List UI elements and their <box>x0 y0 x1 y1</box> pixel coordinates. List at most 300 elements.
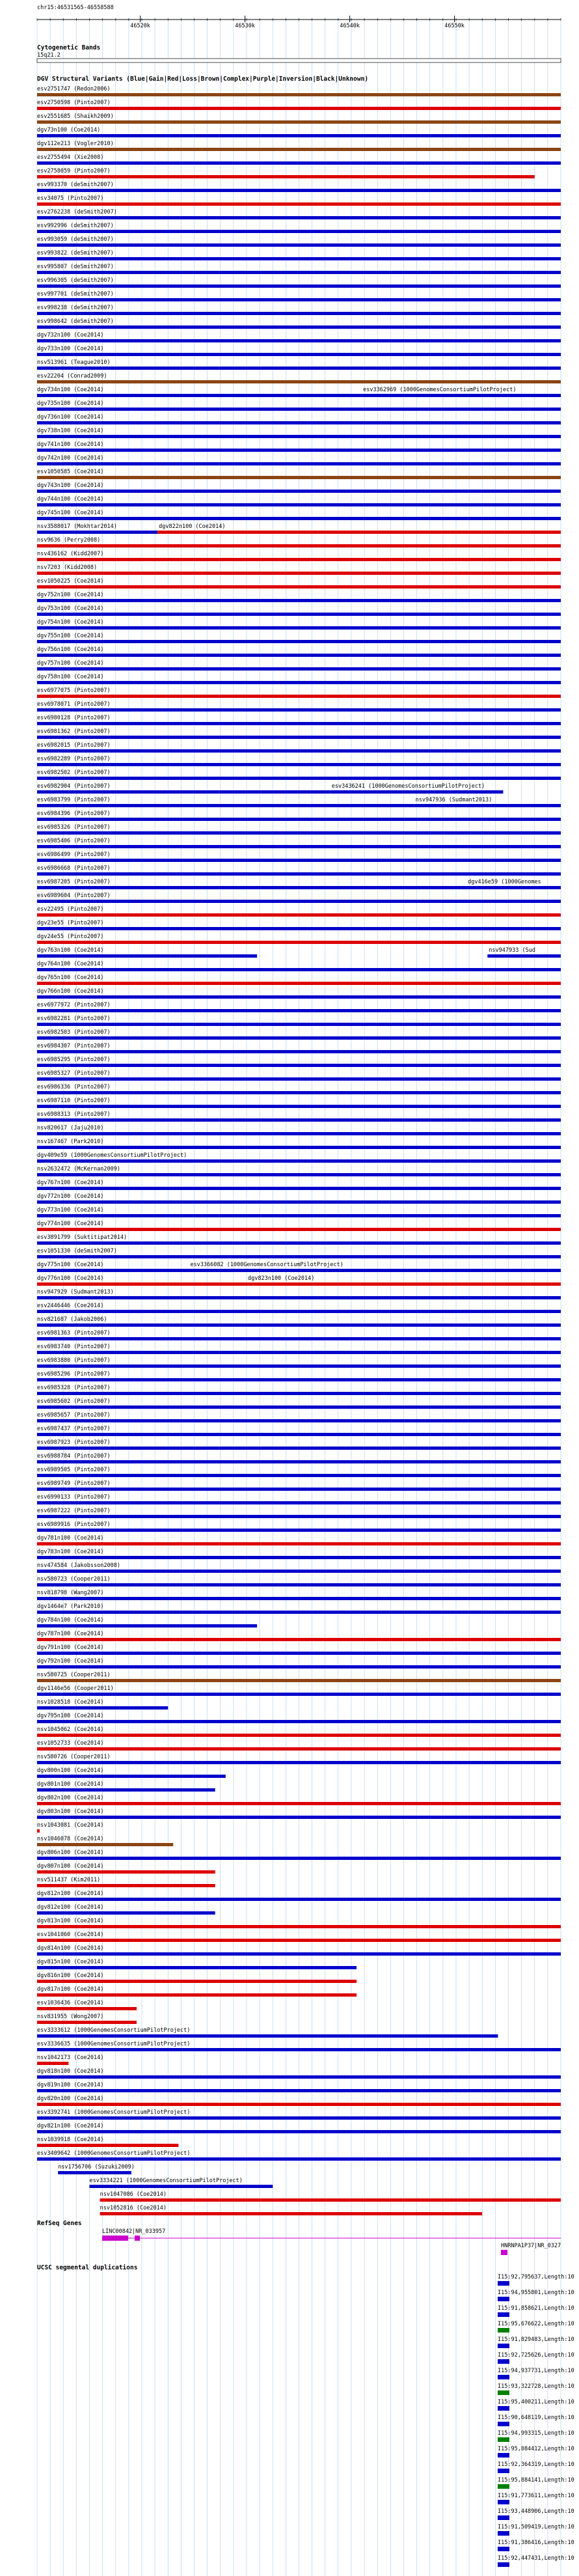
dgv-variant-label[interactable]: dgv819n100 (Coe2014) <box>37 2082 104 2088</box>
dgv-variant-label[interactable]: esv992996 (deSmith2007) <box>37 223 114 229</box>
dgv-variant-bar[interactable] <box>37 1009 561 1012</box>
dgv-variant-label-extra[interactable]: dgv823n100 (Coe2014) <box>248 1275 315 1282</box>
dgv-variant-bar[interactable] <box>37 722 561 725</box>
dgv-variant-bar[interactable] <box>37 2007 137 2010</box>
dgv-variant-label[interactable]: nsv1756706 (Suzuki2009) <box>58 2164 135 2170</box>
dgv-variant-bar[interactable] <box>37 1857 561 1860</box>
dgv-variant-label[interactable]: esv6986499 (Pinto2007) <box>37 852 111 858</box>
dgv-variant-bar[interactable] <box>37 1952 561 1956</box>
dgv-variant-bar[interactable] <box>37 1980 357 1983</box>
dgv-variant-bar[interactable] <box>37 927 561 930</box>
segdup-bar[interactable] <box>498 2562 509 2567</box>
dgv-variant-label[interactable]: dgv764n100 (Coe2014) <box>37 961 104 967</box>
dgv-variant-label[interactable]: dgv741n100 (Coe2014) <box>37 441 104 448</box>
dgv-variant-label[interactable]: esv6985326 (Pinto2007) <box>37 824 111 831</box>
dgv-variant-bar[interactable] <box>37 1556 561 1559</box>
dgv-variant-bar-extra[interactable] <box>487 954 561 958</box>
dgv-variant-label[interactable]: dgv1464e7 (Park2010) <box>37 1603 104 1610</box>
dgv-variant-label[interactable]: dgv73n100 (Coe2014) <box>37 127 101 133</box>
dgv-variant-bar[interactable] <box>37 1665 561 1669</box>
dgv-variant-label[interactable]: nsv9636 (Perry2008) <box>37 537 101 544</box>
dgv-variant-bar[interactable] <box>37 968 561 971</box>
dgv-variant-label[interactable]: esv2446446 (Coe2014) <box>37 1303 104 1309</box>
dgv-variant-label[interactable]: dgv742n100 (Coe2014) <box>37 455 104 462</box>
dgv-variant-label[interactable]: nsv818798 (Wang2007) <box>37 1590 104 1596</box>
dgv-variant-bar[interactable] <box>37 1269 189 1272</box>
dgv-variant-label[interactable]: nsv1028518 (Coe2014) <box>37 1699 104 1706</box>
dgv-variant-bar[interactable] <box>37 558 561 561</box>
segdup-bar[interactable] <box>498 2390 509 2395</box>
dgv-variant-label[interactable]: dgv1146e56 (Cooper2011) <box>37 1685 114 1692</box>
dgv-variant-bar[interactable] <box>37 517 561 520</box>
dgv-variant-bar[interactable] <box>37 900 561 903</box>
segdup-bar[interactable] <box>498 2359 509 2364</box>
dgv-variant-bar[interactable] <box>37 1036 561 1040</box>
dgv-variant-label[interactable]: nsv1039918 (Coe2014) <box>37 2137 104 2143</box>
dgv-variant-label[interactable]: dgv773n100 (Coe2014) <box>37 1207 104 1213</box>
dgv-variant-label[interactable]: dgv784n100 (Coe2014) <box>37 1617 104 1624</box>
dgv-variant-bar[interactable] <box>37 1597 561 1600</box>
dgv-variant-label[interactable]: esv993370 (deSmith2007) <box>37 182 114 188</box>
segdup-label[interactable]: I15:91,829483,Length:10 <box>498 2336 574 2343</box>
dgv-variant-label[interactable]: nsv3588017 (Mokhtar2014) <box>37 523 117 530</box>
dgv-variant-label[interactable]: esv6987437 (Pinto2007) <box>37 1426 111 1432</box>
dgv-variant-bar[interactable] <box>37 2130 561 2133</box>
dgv-variant-label-extra[interactable]: nsv947936 (Sudmant2013) <box>415 797 492 803</box>
segdup-bar[interactable] <box>498 2500 509 2504</box>
dgv-variant-bar[interactable] <box>37 1406 561 1409</box>
dgv-variant-label[interactable]: esv6985602 (Pinto2007) <box>37 1398 111 1405</box>
dgv-variant-bar[interactable] <box>100 2212 483 2215</box>
dgv-variant-label[interactable]: esv6985295 (Pinto2007) <box>37 1057 111 1063</box>
dgv-variant-bar[interactable] <box>37 640 561 643</box>
dgv-variant-bar[interactable] <box>37 1898 561 1901</box>
dgv-variant-label[interactable]: esv6984307 (Pinto2007) <box>37 1043 111 1049</box>
dgv-variant-label[interactable]: nsv820617 (Jaju2010) <box>37 1125 104 1131</box>
dgv-variant-label[interactable]: esv998642 (deSmith2007) <box>37 318 114 325</box>
dgv-variant-bar[interactable] <box>37 1747 561 1751</box>
dgv-variant-bar[interactable] <box>37 2075 561 2079</box>
dgv-variant-bar[interactable] <box>37 120 561 124</box>
segdup-label[interactable]: I15:95,676622,Length:10 <box>498 2321 574 2327</box>
dgv-variant-bar[interactable] <box>37 134 561 137</box>
dgv-variant-label[interactable]: dgv409e59 (1000GenomesConsortiumPilotProject) <box>37 1152 187 1159</box>
dgv-variant-bar[interactable] <box>37 175 535 178</box>
dgv-variant-label[interactable]: dgv733n100 (Coe2014) <box>37 346 104 352</box>
refseq-gene-label[interactable]: LINC00842|NR_033957 <box>102 2228 166 2235</box>
dgv-variant-label[interactable]: nsv947929 (Sudmant2013) <box>37 1289 114 1295</box>
dgv-variant-label[interactable]: dgv743n100 (Coe2014) <box>37 482 104 489</box>
dgv-variant-label[interactable]: esv1052733 (Coe2014) <box>37 1740 104 1747</box>
dgv-variant-bar[interactable] <box>37 845 561 848</box>
dgv-variant-label[interactable]: dgv812e100 (Coe2014) <box>37 1904 104 1911</box>
dgv-variant-bar[interactable] <box>37 325 561 329</box>
dgv-variant-label[interactable]: esv6987205 (Pinto2007) <box>37 879 111 885</box>
dgv-variant-bar[interactable] <box>37 1884 215 1887</box>
dgv-variant-bar-extra[interactable] <box>414 804 561 807</box>
dgv-variant-bar[interactable] <box>37 1187 561 1190</box>
dgv-variant-bar[interactable] <box>37 1378 561 1381</box>
dgv-variant-label[interactable]: dgv774n100 (Coe2014) <box>37 1221 104 1227</box>
dgv-variant-label[interactable]: esv998238 (deSmith2007) <box>37 305 114 311</box>
dgv-variant-label[interactable]: esv6982015 (Pinto2007) <box>37 742 111 749</box>
segdup-label[interactable]: I15:92,364319,Length:10 <box>498 2461 574 2468</box>
dgv-variant-label[interactable]: dgv791n100 (Coe2014) <box>37 1644 104 1651</box>
segdup-label[interactable]: I15:92,725626,Length:10 <box>498 2352 574 2359</box>
dgv-variant-label[interactable]: nsv1043081 (Coe2014) <box>37 1822 104 1829</box>
segdup-label[interactable]: I15:92,795637,Length:10 <box>498 2274 574 2280</box>
dgv-variant-label[interactable]: dgv820n100 (Coe2014) <box>37 2096 104 2102</box>
dgv-variant-label[interactable]: esv22204 (Conrad2009) <box>37 373 107 380</box>
dgv-variant-bar[interactable] <box>37 2021 137 2024</box>
dgv-variant-bar[interactable] <box>37 367 561 370</box>
segdup-label[interactable]: I15:93,448906,Length:10 <box>498 2508 574 2515</box>
dgv-variant-bar[interactable] <box>37 380 561 383</box>
dgv-variant-label[interactable]: dgv795n100 (Coe2014) <box>37 1713 104 1719</box>
dgv-variant-bar[interactable] <box>37 1734 561 1737</box>
dgv-variant-label[interactable]: esv6982502 (Pinto2007) <box>37 769 111 776</box>
dgv-variant-label[interactable]: esv6977075 (Pinto2007) <box>37 687 111 694</box>
dgv-variant-bar[interactable] <box>37 1788 215 1792</box>
dgv-variant-bar[interactable] <box>37 1064 561 1067</box>
dgv-variant-bar[interactable] <box>37 1241 561 1245</box>
dgv-variant-label[interactable]: esv6989604 (Pinto2007) <box>37 893 111 899</box>
dgv-variant-bar[interactable] <box>37 1351 561 1354</box>
refseq-gene-exon[interactable] <box>102 2236 128 2241</box>
dgv-variant-bar[interactable] <box>37 1870 215 1874</box>
dgv-variant-label[interactable]: dgv744n100 (Coe2014) <box>37 496 104 503</box>
dgv-variant-label[interactable]: dgv781n100 (Coe2014) <box>37 1535 104 1542</box>
segdup-bar[interactable] <box>498 2422 509 2426</box>
dgv-variant-label[interactable]: esv6985406 (Pinto2007) <box>37 838 111 844</box>
dgv-variant-label[interactable]: esv6982503 (Pinto2007) <box>37 1029 111 1036</box>
dgv-variant-label[interactable]: nsv513961 (Teague2010) <box>37 359 111 366</box>
dgv-variant-label-extra[interactable]: dgv416e59 (1000Genomes <box>468 879 541 885</box>
dgv-variant-bar[interactable] <box>37 2144 178 2147</box>
dgv-variant-bar[interactable] <box>37 1911 215 1915</box>
dgv-variant-bar[interactable] <box>37 148 561 151</box>
dgv-variant-label[interactable]: nsv831955 (Wong2007) <box>37 2014 104 2020</box>
dgv-variant-label[interactable]: dgv813n100 (Coe2014) <box>37 1918 104 1924</box>
dgv-variant-label[interactable]: dgv792n100 (Coe2014) <box>37 1658 104 1665</box>
dgv-variant-label[interactable]: esv6987110 (Pinto2007) <box>37 1098 111 1104</box>
dgv-variant-bar[interactable] <box>37 1255 561 1258</box>
dgv-variant-bar[interactable] <box>37 1993 357 1997</box>
segdup-label[interactable]: I15:91,386416,Length:10 <box>498 2540 574 2546</box>
segdup-bar[interactable] <box>498 2547 509 2551</box>
dgv-variant-label[interactable]: esv3336635 (1000GenomesConsortiumPilotProject) <box>37 2041 191 2047</box>
dgv-variant-label[interactable]: esv995807 (deSmith2007) <box>37 264 114 270</box>
dgv-variant-label[interactable]: esv1041060 (Coe2014) <box>37 1932 104 1938</box>
dgv-variant-bar[interactable] <box>37 1091 561 1094</box>
dgv-variant-label[interactable]: esv6987222 (Pinto2007) <box>37 1508 111 1514</box>
dgv-variant-bar-extra[interactable] <box>189 1269 561 1272</box>
dgv-variant-bar[interactable] <box>37 1460 561 1463</box>
dgv-variant-bar[interactable] <box>37 2157 561 2161</box>
dgv-variant-bar-extra[interactable] <box>247 1282 561 1286</box>
dgv-variant-label[interactable]: esv6984396 (Pinto2007) <box>37 810 111 817</box>
dgv-variant-bar[interactable] <box>37 1583 561 1586</box>
dgv-variant-bar[interactable] <box>37 230 561 233</box>
dgv-variant-bar[interactable] <box>37 1829 40 1833</box>
dgv-variant-label[interactable]: esv6989505 (Pinto2007) <box>37 1467 111 1473</box>
dgv-variant-bar[interactable] <box>37 667 561 671</box>
dgv-variant-label[interactable]: dgv755n100 (Coe2014) <box>37 633 104 639</box>
dgv-variant-bar[interactable] <box>37 1611 561 1614</box>
dgv-variant-label[interactable]: nsv1052816 (Coe2014) <box>100 2205 167 2211</box>
dgv-variant-label[interactable]: esv6987923 (Pinto2007) <box>37 1439 111 1446</box>
dgv-variant-label[interactable]: esv2551685 (Shaikh2009) <box>37 113 114 120</box>
dgv-variant-bar[interactable] <box>37 1419 561 1422</box>
dgv-variant-label-extra[interactable]: esv3362969 (1000GenomesConsortiumPilotProject) <box>363 387 517 393</box>
dgv-variant-bar[interactable] <box>37 572 561 575</box>
dgv-variant-label[interactable]: esv2755494 (Xie2008) <box>37 154 104 161</box>
dgv-variant-label[interactable]: esv2762238 (deSmith2007) <box>37 209 117 215</box>
dgv-variant-label[interactable]: dgv803n100 (Coe2014) <box>37 1808 104 1815</box>
segdup-label[interactable]: I15:94,937731,Length:10 <box>498 2368 574 2374</box>
dgv-variant-label[interactable]: nsv474584 (Jakobsson2008) <box>37 1562 120 1569</box>
dgv-variant-bar[interactable] <box>37 189 561 192</box>
dgv-variant-label[interactable]: dgv807n100 (Coe2014) <box>37 1863 104 1870</box>
dgv-variant-bar[interactable] <box>37 886 466 889</box>
dgv-variant-label[interactable]: dgv772n100 (Coe2014) <box>37 1193 104 1200</box>
dgv-variant-bar[interactable] <box>37 1501 561 1504</box>
dgv-variant-bar[interactable] <box>37 353 561 356</box>
dgv-variant-bar[interactable] <box>37 544 561 547</box>
dgv-variant-bar[interactable] <box>37 107 561 110</box>
dgv-variant-label[interactable]: esv6983740 (Pinto2007) <box>37 1344 111 1350</box>
dgv-variant-label-extra[interactable]: esv3436241 (1000GenomesConsortiumPilotProject) <box>331 783 485 790</box>
dgv-variant-bar[interactable] <box>37 1337 561 1340</box>
dgv-variant-label[interactable]: dgv754n100 (Coe2014) <box>37 619 104 626</box>
dgv-variant-label[interactable]: esv6982904 (Pinto2007) <box>37 783 111 790</box>
dgv-variant-label[interactable]: dgv776n100 (Coe2014) <box>37 1275 104 1282</box>
segdup-label[interactable]: I15:95,884141,Length:10 <box>498 2477 574 2484</box>
dgv-variant-label[interactable]: esv6986336 (Pinto2007) <box>37 1084 111 1090</box>
dgv-variant-label[interactable]: esv996305 (deSmith2007) <box>37 277 114 284</box>
dgv-variant-label[interactable]: dgv753n100 (Coe2014) <box>37 605 104 612</box>
dgv-variant-bar[interactable] <box>37 982 561 985</box>
dgv-variant-bar[interactable] <box>37 394 362 397</box>
dgv-variant-bar[interactable] <box>37 1925 561 1928</box>
segdup-bar[interactable] <box>498 2406 509 2411</box>
dgv-variant-bar[interactable] <box>37 1775 226 1778</box>
dgv-variant-label[interactable]: esv6983880 (Pinto2007) <box>37 1357 111 1364</box>
dgv-variant-bar[interactable] <box>37 243 561 247</box>
segdup-label[interactable]: I15:93,322728,Length:10 <box>498 2383 574 2390</box>
dgv-variant-bar[interactable] <box>37 1323 561 1327</box>
dgv-variant-label[interactable]: esv2750598 (Pinto2007) <box>37 100 111 106</box>
dgv-variant-bar[interactable] <box>37 1159 561 1163</box>
dgv-variant-label[interactable]: esv3333612 (1000GenomesConsortiumPilotProject) <box>37 2027 191 2034</box>
dgv-variant-label[interactable]: nsv580723 (Cooper2011) <box>37 1576 111 1583</box>
dgv-variant-label[interactable]: dgv787n100 (Coe2014) <box>37 1631 104 1637</box>
dgv-variant-label[interactable]: esv6983799 (Pinto2007) <box>37 797 111 803</box>
dgv-variant-bar[interactable] <box>37 1364 561 1368</box>
dgv-variant-label[interactable]: dgv802n100 (Coe2014) <box>37 1795 104 1801</box>
segdup-bar[interactable] <box>498 2375 509 2379</box>
dgv-variant-bar[interactable] <box>37 1050 561 1053</box>
dgv-variant-bar[interactable] <box>37 995 561 999</box>
segdup-label[interactable]: I15:91,858621,Length:10 <box>498 2305 574 2312</box>
dgv-variant-label[interactable]: esv3334221 (1000GenomesConsortiumPilotProject) <box>89 2178 243 2184</box>
segdup-label[interactable]: I15:90,648119,Length:10 <box>498 2415 574 2421</box>
dgv-variant-bar[interactable] <box>37 1638 561 1641</box>
dgv-variant-label[interactable]: dgv765n100 (Coe2014) <box>37 975 104 981</box>
dgv-variant-bar[interactable] <box>37 777 561 780</box>
dgv-variant-bar[interactable] <box>37 257 561 260</box>
dgv-variant-bar[interactable] <box>37 599 561 602</box>
dgv-variant-label[interactable]: dgv758n100 (Coe2014) <box>37 674 104 680</box>
segdup-bar[interactable] <box>498 2281 509 2286</box>
segdup-bar[interactable] <box>498 2515 509 2520</box>
dgv-variant-label[interactable]: nsv580725 (Cooper2011) <box>37 1672 111 1678</box>
dgv-variant-label[interactable]: dgv112e213 (Vogler2010) <box>37 141 114 147</box>
dgv-variant-label[interactable]: dgv812n100 (Coe2014) <box>37 1890 104 1897</box>
dgv-variant-label[interactable]: nsv436162 (Kidd2007) <box>37 551 104 557</box>
dgv-variant-bar[interactable] <box>37 435 561 438</box>
dgv-variant-label[interactable]: esv1050225 (Coe2014) <box>37 578 104 585</box>
dgv-variant-bar[interactable] <box>37 1023 561 1026</box>
dgv-variant-label[interactable]: esv6985296 (Pinto2007) <box>37 1371 111 1378</box>
dgv-variant-bar[interactable] <box>37 1652 561 1655</box>
dgv-variant-bar[interactable] <box>37 408 561 411</box>
dgv-variant-bar[interactable] <box>37 1542 561 1545</box>
dgv-variant-label[interactable]: esv6985328 (Pinto2007) <box>37 1385 111 1391</box>
dgv-variant-bar[interactable] <box>37 1200 561 1204</box>
dgv-variant-bar-extra[interactable] <box>330 790 504 794</box>
dgv-variant-bar-extra[interactable] <box>157 531 561 534</box>
dgv-variant-bar[interactable] <box>37 1802 561 1805</box>
dgv-variant-bar[interactable] <box>37 1966 357 1969</box>
dgv-variant-label[interactable]: dgv775n100 (Coe2014) <box>37 1262 104 1268</box>
segdup-bar[interactable] <box>498 2297 509 2301</box>
dgv-variant-bar[interactable] <box>37 763 561 766</box>
dgv-variant-bar[interactable] <box>37 941 561 944</box>
dgv-variant-label[interactable]: esv2758059 (Pinto2007) <box>37 168 111 174</box>
segdup-bar[interactable] <box>498 2531 509 2536</box>
dgv-variant-bar[interactable] <box>37 271 561 274</box>
dgv-variant-label[interactable]: dgv738n100 (Coe2014) <box>37 428 104 434</box>
segdup-bar[interactable] <box>498 2453 509 2458</box>
dgv-variant-label[interactable]: nsv1042173 (Coe2014) <box>37 2055 104 2061</box>
dgv-variant-bar[interactable] <box>37 1515 561 1518</box>
dgv-variant-label[interactable]: esv6985657 (Pinto2007) <box>37 1412 111 1419</box>
dgv-variant-label[interactable]: esv6977972 (Pinto2007) <box>37 1002 111 1008</box>
dgv-variant-bar[interactable] <box>37 202 561 206</box>
dgv-variant-label[interactable]: dgv767n100 (Coe2014) <box>37 1180 104 1186</box>
dgv-variant-bar[interactable] <box>37 859 561 862</box>
dgv-variant-bar[interactable] <box>37 1447 561 1450</box>
dgv-variant-bar[interactable] <box>37 1529 561 1532</box>
dgv-variant-bar[interactable] <box>37 749 561 753</box>
dgv-variant-bar[interactable] <box>37 1693 561 1696</box>
dgv-variant-bar[interactable] <box>37 1488 561 1491</box>
dgv-variant-bar[interactable] <box>37 1228 561 1231</box>
dgv-variant-bar[interactable] <box>37 2103 561 2106</box>
dgv-variant-label[interactable]: dgv816n100 (Coe2014) <box>37 1973 104 1979</box>
dgv-variant-bar[interactable] <box>37 804 414 807</box>
dgv-variant-bar[interactable] <box>37 298 561 301</box>
dgv-variant-bar[interactable] <box>37 626 561 630</box>
dgv-variant-bar[interactable] <box>37 476 561 479</box>
dgv-variant-label[interactable]: nsv1047086 (Coe2014) <box>100 2191 167 2198</box>
cytoband-bar[interactable] <box>37 59 561 62</box>
segdup-bar[interactable] <box>498 2484 509 2489</box>
dgv-variant-label[interactable]: esv6989916 (Pinto2007) <box>37 1521 111 1528</box>
dgv-variant-bar[interactable] <box>37 1720 561 1723</box>
dgv-variant-bar[interactable] <box>37 421 561 424</box>
dgv-variant-bar[interactable] <box>37 339 561 342</box>
dgv-variant-label[interactable]: dgv735n100 (Coe2014) <box>37 400 104 407</box>
dgv-variant-bar-extra[interactable] <box>362 394 561 397</box>
dgv-variant-label[interactable]: esv6980128 (Pinto2007) <box>37 715 111 721</box>
dgv-variant-bar[interactable] <box>100 2198 561 2202</box>
dgv-variant-bar[interactable] <box>37 790 330 794</box>
dgv-variant-label[interactable]: nsv7203 (Kidd2008) <box>37 564 98 571</box>
dgv-variant-label[interactable]: esv3891799 (Suktitipat2014) <box>37 1234 128 1241</box>
dgv-variant-label[interactable]: esv6986668 (Pinto2007) <box>37 865 111 872</box>
dgv-variant-bar[interactable] <box>37 1761 561 1764</box>
refseq-gene-label-2[interactable]: HNRNPA1P37|NR_0327 <box>501 2243 561 2249</box>
dgv-variant-bar[interactable] <box>37 585 561 589</box>
dgv-variant-label[interactable]: dgv23e55 (Pinto2007) <box>37 920 104 926</box>
dgv-variant-bar[interactable] <box>37 2034 498 2038</box>
dgv-variant-bar[interactable] <box>37 1282 247 1286</box>
dgv-variant-label[interactable]: dgv806n100 (Coe2014) <box>37 1849 104 1856</box>
dgv-variant-bar[interactable] <box>37 312 561 315</box>
dgv-variant-label[interactable]: esv6988313 (Pinto2007) <box>37 1111 111 1118</box>
dgv-variant-bar[interactable] <box>37 1570 561 1573</box>
dgv-variant-bar[interactable] <box>37 1474 561 1477</box>
segdup-label[interactable]: I15:92,447431,Length:10 <box>498 2555 574 2562</box>
dgv-variant-bar[interactable] <box>37 1173 561 1176</box>
dgv-variant-bar[interactable] <box>37 1310 561 1313</box>
dgv-variant-bar[interactable] <box>37 695 561 698</box>
dgv-variant-bar[interactable] <box>37 818 561 821</box>
dgv-variant-label[interactable]: dgv763n100 (Coe2014) <box>37 947 104 954</box>
dgv-variant-label[interactable]: nsv821687 (Jakob2006) <box>37 1316 107 1323</box>
dgv-variant-label[interactable]: nsv1046078 (Coe2014) <box>37 1836 104 1842</box>
dgv-variant-bar[interactable] <box>37 654 561 657</box>
dgv-variant-bar[interactable] <box>37 831 561 835</box>
dgv-variant-bar[interactable] <box>90 2185 273 2188</box>
dgv-variant-label[interactable]: dgv734n100 (Coe2014) <box>37 387 104 393</box>
segdup-label[interactable]: I15:94,993315,Length:10 <box>498 2430 574 2437</box>
dgv-variant-bar[interactable] <box>37 681 561 684</box>
segdup-label[interactable]: I15:91,509419,Length:10 <box>498 2524 574 2530</box>
dgv-variant-label[interactable]: dgv732n100 (Coe2014) <box>37 332 104 339</box>
dgv-variant-label[interactable]: nsv1045062 (Coe2014) <box>37 1726 104 1733</box>
dgv-variant-bar[interactable] <box>37 531 157 534</box>
dgv-variant-bar[interactable] <box>37 1105 561 1108</box>
dgv-variant-label[interactable]: dgv783n100 (Coe2014) <box>37 1549 104 1555</box>
dgv-variant-bar[interactable] <box>37 1132 561 1135</box>
dgv-variant-bar[interactable] <box>37 93 561 96</box>
dgv-variant-bar[interactable] <box>37 1146 561 1149</box>
dgv-variant-label-extra[interactable]: esv3366082 (1000GenomesConsortiumPilotProject) <box>190 1262 343 1268</box>
segdup-label[interactable]: I15:95,400211,Length:10 <box>498 2399 574 2405</box>
dgv-variant-label[interactable]: esv6990133 (Pinto2007) <box>37 1494 111 1501</box>
dgv-variant-label[interactable]: esv3409642 (1000GenomesConsortiumPilotProject) <box>37 2150 191 2157</box>
dgv-variant-label[interactable]: esv1036436 (Coe2014) <box>37 2000 104 2006</box>
segdup-bar[interactable] <box>498 2344 509 2348</box>
segdup-label[interactable]: I15:94,955801,Length:10 <box>498 2290 574 2296</box>
dgv-variant-bar[interactable] <box>37 1816 561 1819</box>
refseq-gene-exon[interactable] <box>135 2236 140 2241</box>
dgv-variant-bar[interactable] <box>37 2089 561 2092</box>
dgv-variant-label[interactable]: esv6989749 (Pinto2007) <box>37 1480 111 1487</box>
